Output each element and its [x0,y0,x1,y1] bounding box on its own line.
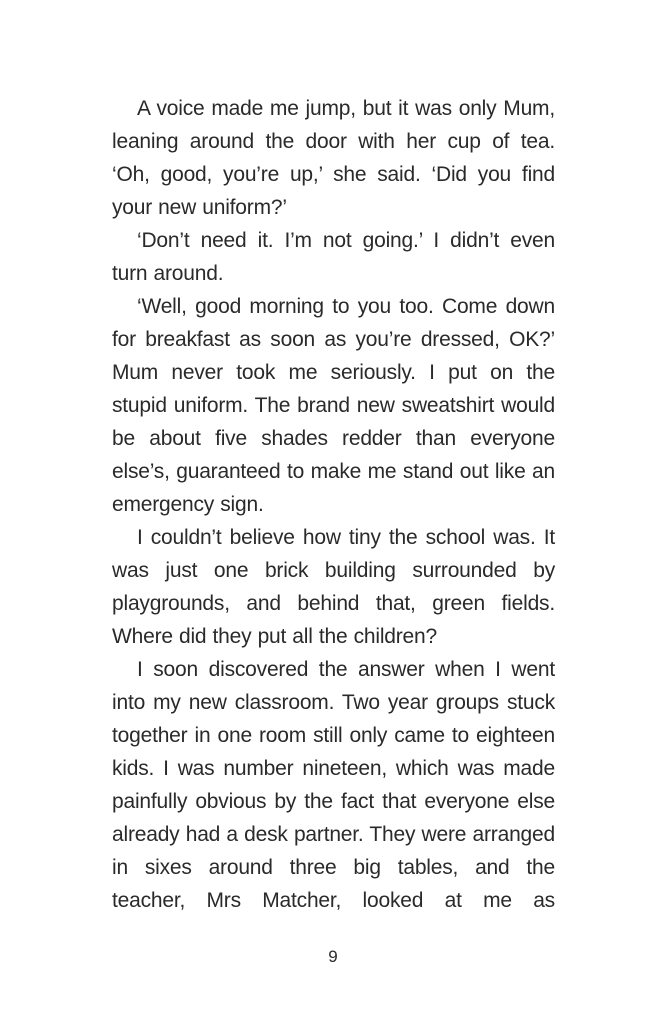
paragraph-5: I soon discovered the answer when I went into my new classroom. Two year groups stuck together in one room still only came to eighteen kids. I was number nineteen, which was made painfully obvious by the fact that everyone else already had a desk partner. They were arranged in sixes around three big tables, and the teacher, Mrs Matcher, looked at me as [112,658,555,912]
page-number: 9 [328,947,338,966]
body-text-block [112,92,555,917]
paragraph-1: A voice made me jump, but it was only Mum, leaning around the door with her cup of tea. ‘Oh, good, you’re up,’ she said. ‘Did you find your new uniform?’ [112,97,555,219]
paragraph-3: ‘Well, good morning to you too. Come down for breakfast as soon as you’re dressed, OK?’ Mum never took me seriously. I put on the stupid uniform. The brand new sweatshirt would be about five shades redder than everyone else’s, guaranteed to make me stand out like an emergency sign. [112,295,555,516]
paragraph-2: ‘Don’t need it. I’m not going.’ I didn’t even turn around. [112,229,555,285]
paragraph-4: I couldn’t believe how tiny the school was. It was just one brick building surrounded by playgrounds, and behind that, green fields. Where did they put all the children? [112,526,555,648]
